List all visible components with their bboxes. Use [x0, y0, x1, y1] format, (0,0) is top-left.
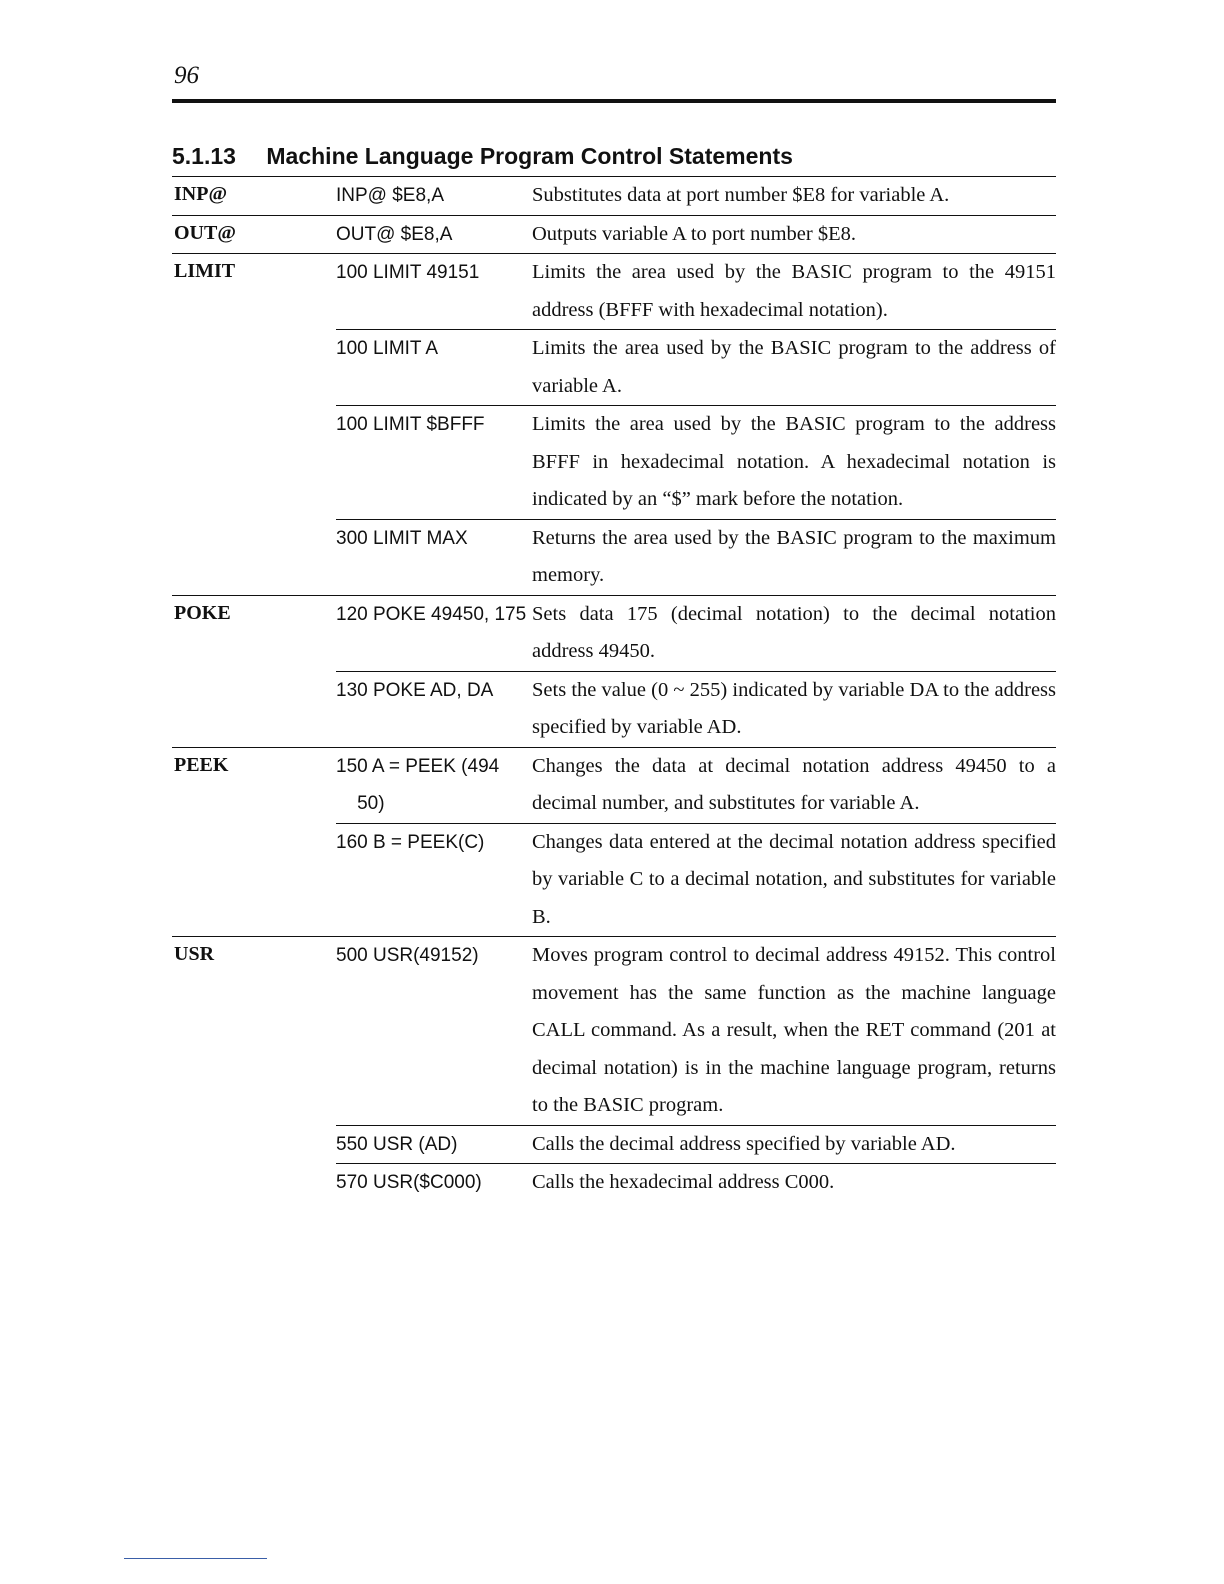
example-code: 130 POKE AD, DA: [336, 679, 494, 701]
entry-poke: [172, 596, 1056, 748]
example-row: [336, 596, 1056, 671]
example-row: [336, 216, 1056, 254]
example-code: 120 POKE 49450, 175: [336, 603, 527, 625]
example-code: 500 USR(49152): [336, 945, 479, 966]
example-row: [336, 748, 1056, 823]
statement-table: [172, 176, 1056, 1202]
section-title: Machine Language Program Control Statements: [266, 143, 793, 169]
keyword: OUT@: [174, 221, 236, 244]
entry-out: [172, 216, 1056, 255]
entry-inp: [172, 177, 1056, 216]
entry-limit: [172, 254, 1056, 596]
example-description: Limits the area used by the BASIC program to the address of variable A.: [532, 337, 1056, 397]
example-description: Changes data entered at the decimal notation address specified by variable C to a decimal notation, and substitutes for variable B.: [532, 830, 1056, 928]
example-row: [336, 823, 1056, 937]
footer-rule: [124, 1558, 267, 1559]
section-heading: [172, 143, 793, 170]
example-code: 100 LIMIT $BFFF: [336, 414, 485, 435]
example-row: [336, 254, 1056, 329]
example-row: [336, 177, 1056, 215]
example-description: Sets the value (0 ~ 255) indicated by variable DA to the address specified by variable AD.: [532, 678, 1056, 738]
example-description: Limits the area used by the BASIC program to the 49151 address (BFFF with hexadecimal notation).: [532, 261, 1056, 321]
keyword: POKE: [174, 601, 231, 624]
example-row: [336, 1163, 1056, 1202]
keyword: INP@: [174, 183, 228, 205]
example-description: Limits the area used by the BASIC program to the address BFFF in hexadecimal notation. A hexadecimal notation is indicated by an “$” mark before the notation.: [532, 413, 1056, 510]
example-code: 570 USR($C000): [336, 1172, 482, 1193]
entry-usr: [172, 937, 1056, 1202]
example-row: [336, 329, 1056, 405]
keyword: LIMIT: [174, 260, 236, 282]
example-row: [336, 671, 1056, 747]
example-description: Returns the area used by the BASIC program to the maximum memory.: [532, 526, 1056, 586]
example-description: Outputs variable A to port number $E8.: [532, 222, 856, 245]
example-description: Substitutes data at port number $E8 for variable A.: [532, 184, 950, 206]
section-number: 5.1.13: [172, 143, 236, 169]
page-number: 96: [174, 62, 199, 89]
example-row: [336, 937, 1056, 1125]
example-code: OUT@ $E8,A: [336, 223, 453, 245]
example-row: [336, 405, 1056, 519]
keyword: PEEK: [174, 753, 229, 776]
example-code: 300 LIMIT MAX: [336, 527, 468, 549]
keyword: USR: [174, 943, 215, 965]
example-description: Calls the hexadecimal address C000.: [532, 1171, 835, 1193]
entry-peek: [172, 748, 1056, 938]
example-code: INP@ $E8,A: [336, 185, 444, 206]
example-description: Moves program control to decimal address 49152. This control movement has the same function as the machine language CALL command. As a result, when the RET command (201 at decimal notation) is in the machine language program, returns to the BASIC program.: [532, 944, 1056, 1116]
example-code: 160 B = PEEK(C): [336, 831, 485, 853]
example-description: Calls the decimal address specified by variable AD.: [532, 1132, 956, 1155]
example-description: Sets data 175 (decimal notation) to the decimal notation address 49450.: [532, 602, 1056, 662]
example-row: [336, 519, 1056, 595]
example-code: 100 LIMIT A: [336, 338, 439, 359]
example-row: [336, 1125, 1056, 1164]
example-code: 100 LIMIT 49151: [336, 262, 480, 283]
example-code: 150 A = PEEK (494 50): [336, 755, 500, 814]
example-code: 550 USR (AD): [336, 1133, 458, 1155]
header-rule: [172, 99, 1056, 103]
example-description: Changes the data at decimal notation address 49450 to a decimal number, and substitutes for variable A.: [532, 754, 1056, 814]
